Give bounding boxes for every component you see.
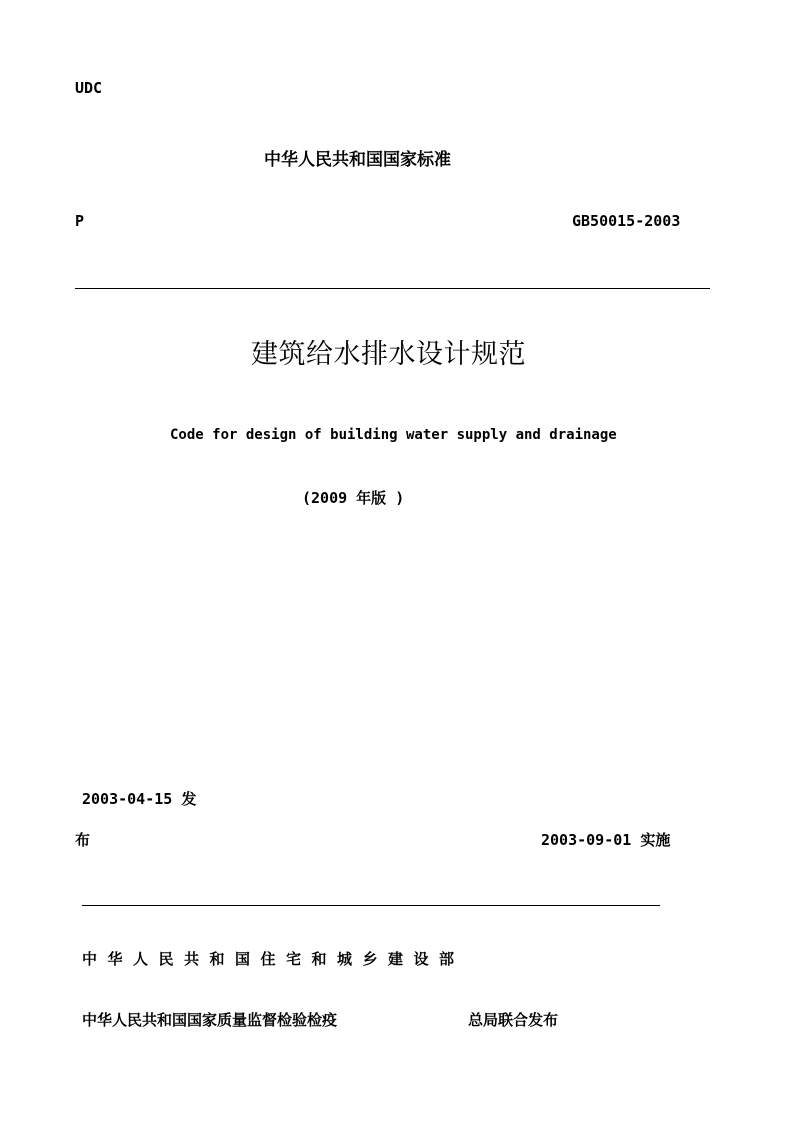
standard-number: GB50015-2003: [572, 212, 681, 230]
classification-code: P: [75, 212, 85, 230]
issuing-ministry: 中华人民共和国住宅和城乡建设部: [82, 950, 465, 968]
issue-date-suffix: 布: [75, 831, 91, 849]
issuing-authority-aqsiq: 中华人民共和国国家质量监督检验检疫: [82, 1011, 338, 1029]
issue-date: 2003-04-15 发: [82, 790, 197, 808]
udc-label: UDC: [75, 79, 103, 97]
implementation-date: 2003-09-01 实施: [541, 831, 671, 849]
bottom-divider: [82, 905, 660, 906]
edition-label: (2009 年版 ): [302, 489, 405, 507]
joint-issue-label: 总局联合发布: [468, 1011, 559, 1029]
document-title-chinese: 建筑给水排水设计规范: [251, 339, 526, 370]
document-title-english: Code for design of building water supply and drainage: [170, 427, 617, 443]
top-divider: [75, 288, 710, 289]
national-standard-heading: 中华人民共和国国家标准: [264, 150, 451, 170]
